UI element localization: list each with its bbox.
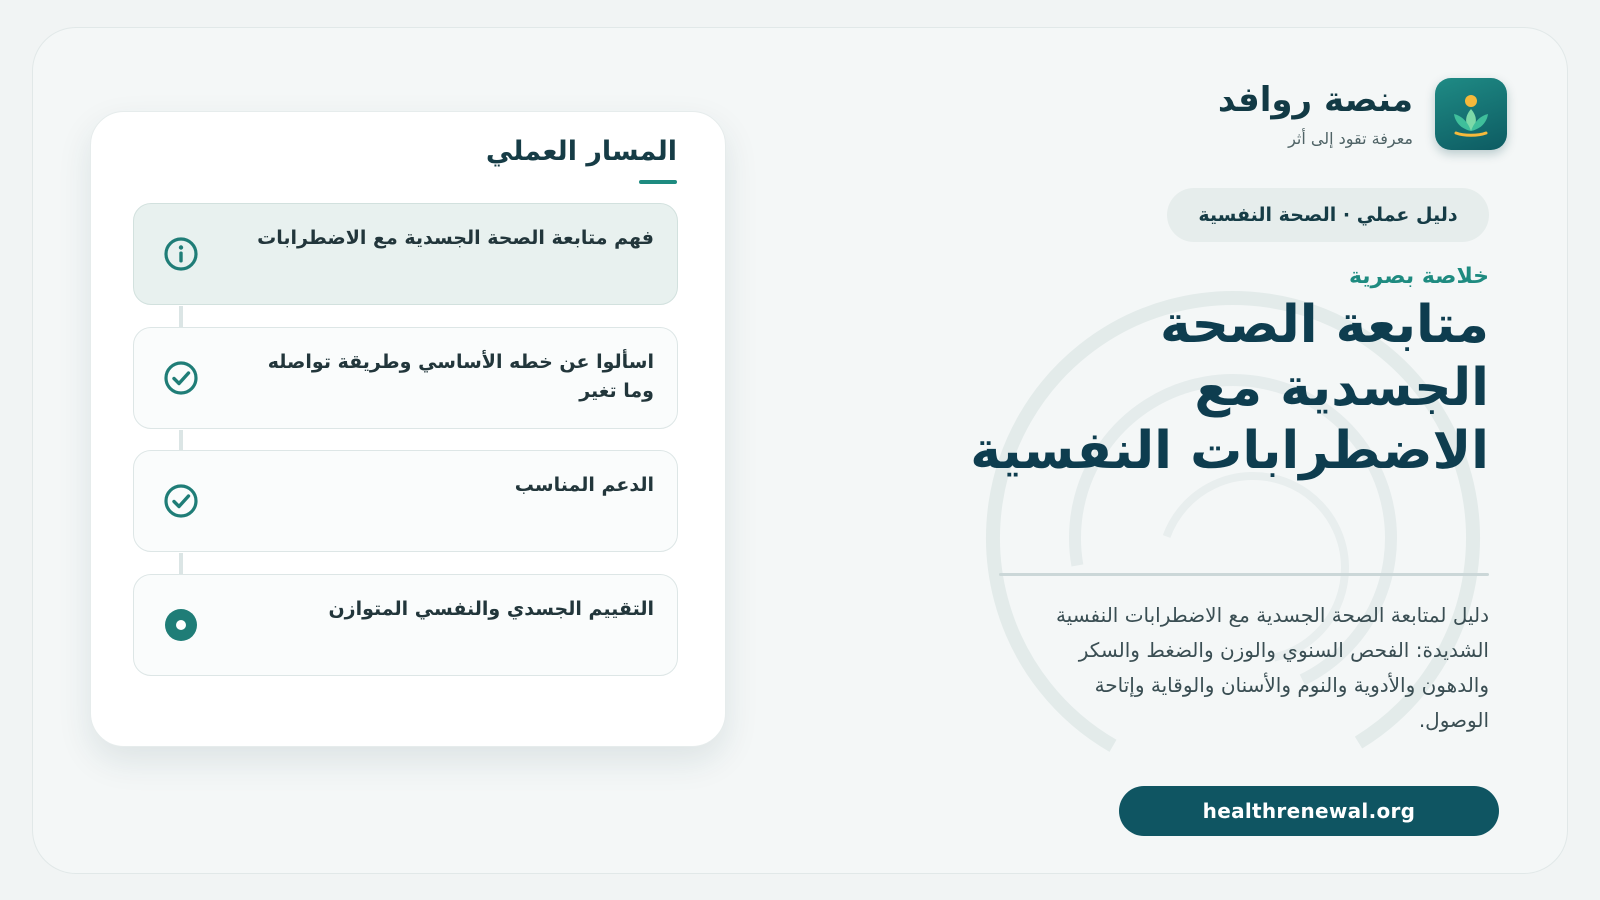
step-label: التقييم الجسدي والنفسي المتوازن — [328, 598, 654, 620]
website-link-button[interactable]: healthrenewal.org — [1119, 786, 1499, 836]
brand-tagline: معرفة تقود إلى أثر — [1288, 128, 1413, 148]
step-connector — [179, 553, 183, 575]
brand-name: منصة روافد — [1217, 80, 1413, 121]
main-card — [32, 27, 1568, 874]
step-card-1[interactable] — [133, 203, 678, 305]
brand-header — [1218, 78, 1507, 150]
description: دليل لمتابعة الصحة الجسدية مع الاضطرابات النفسية الشديدة: الفحص السنوي والوزن والضغط والسكر والدهون والأدوية والنوم والأسنان والوقاية وإتاحة الوصول. — [1055, 603, 1489, 732]
radio-dot-icon — [162, 606, 200, 644]
info-circle-icon — [162, 235, 200, 273]
step-card-2[interactable] — [133, 327, 678, 429]
step-label: فهم متابعة الصحة الجسدية مع الاضطرابات — [257, 227, 654, 249]
page-title: متابعة الصحة الجسدية مع الاضطرابات النفسية — [970, 295, 1489, 481]
category-pill: دليل عملي · الصحة النفسية — [1167, 188, 1489, 242]
step-card-3[interactable] — [133, 450, 678, 552]
check-circle-icon — [162, 482, 200, 520]
step-card-4[interactable] — [133, 574, 678, 676]
panel-title: المسار العملي — [485, 136, 677, 167]
step-connector — [179, 306, 183, 328]
divider — [999, 573, 1489, 576]
step-label: الدعم المناسب — [514, 474, 654, 496]
check-circle-icon — [162, 359, 200, 397]
eyebrow-label: خلاصة بصرية — [1348, 264, 1489, 289]
lotus-logo-icon — [1435, 78, 1507, 150]
step-label: اسألوا عن خطه الأساسي وطريقة تواصله وما تغير — [267, 351, 654, 402]
panel-title-underline — [639, 180, 677, 184]
practical-path-panel — [90, 111, 726, 747]
step-connector — [179, 430, 183, 452]
